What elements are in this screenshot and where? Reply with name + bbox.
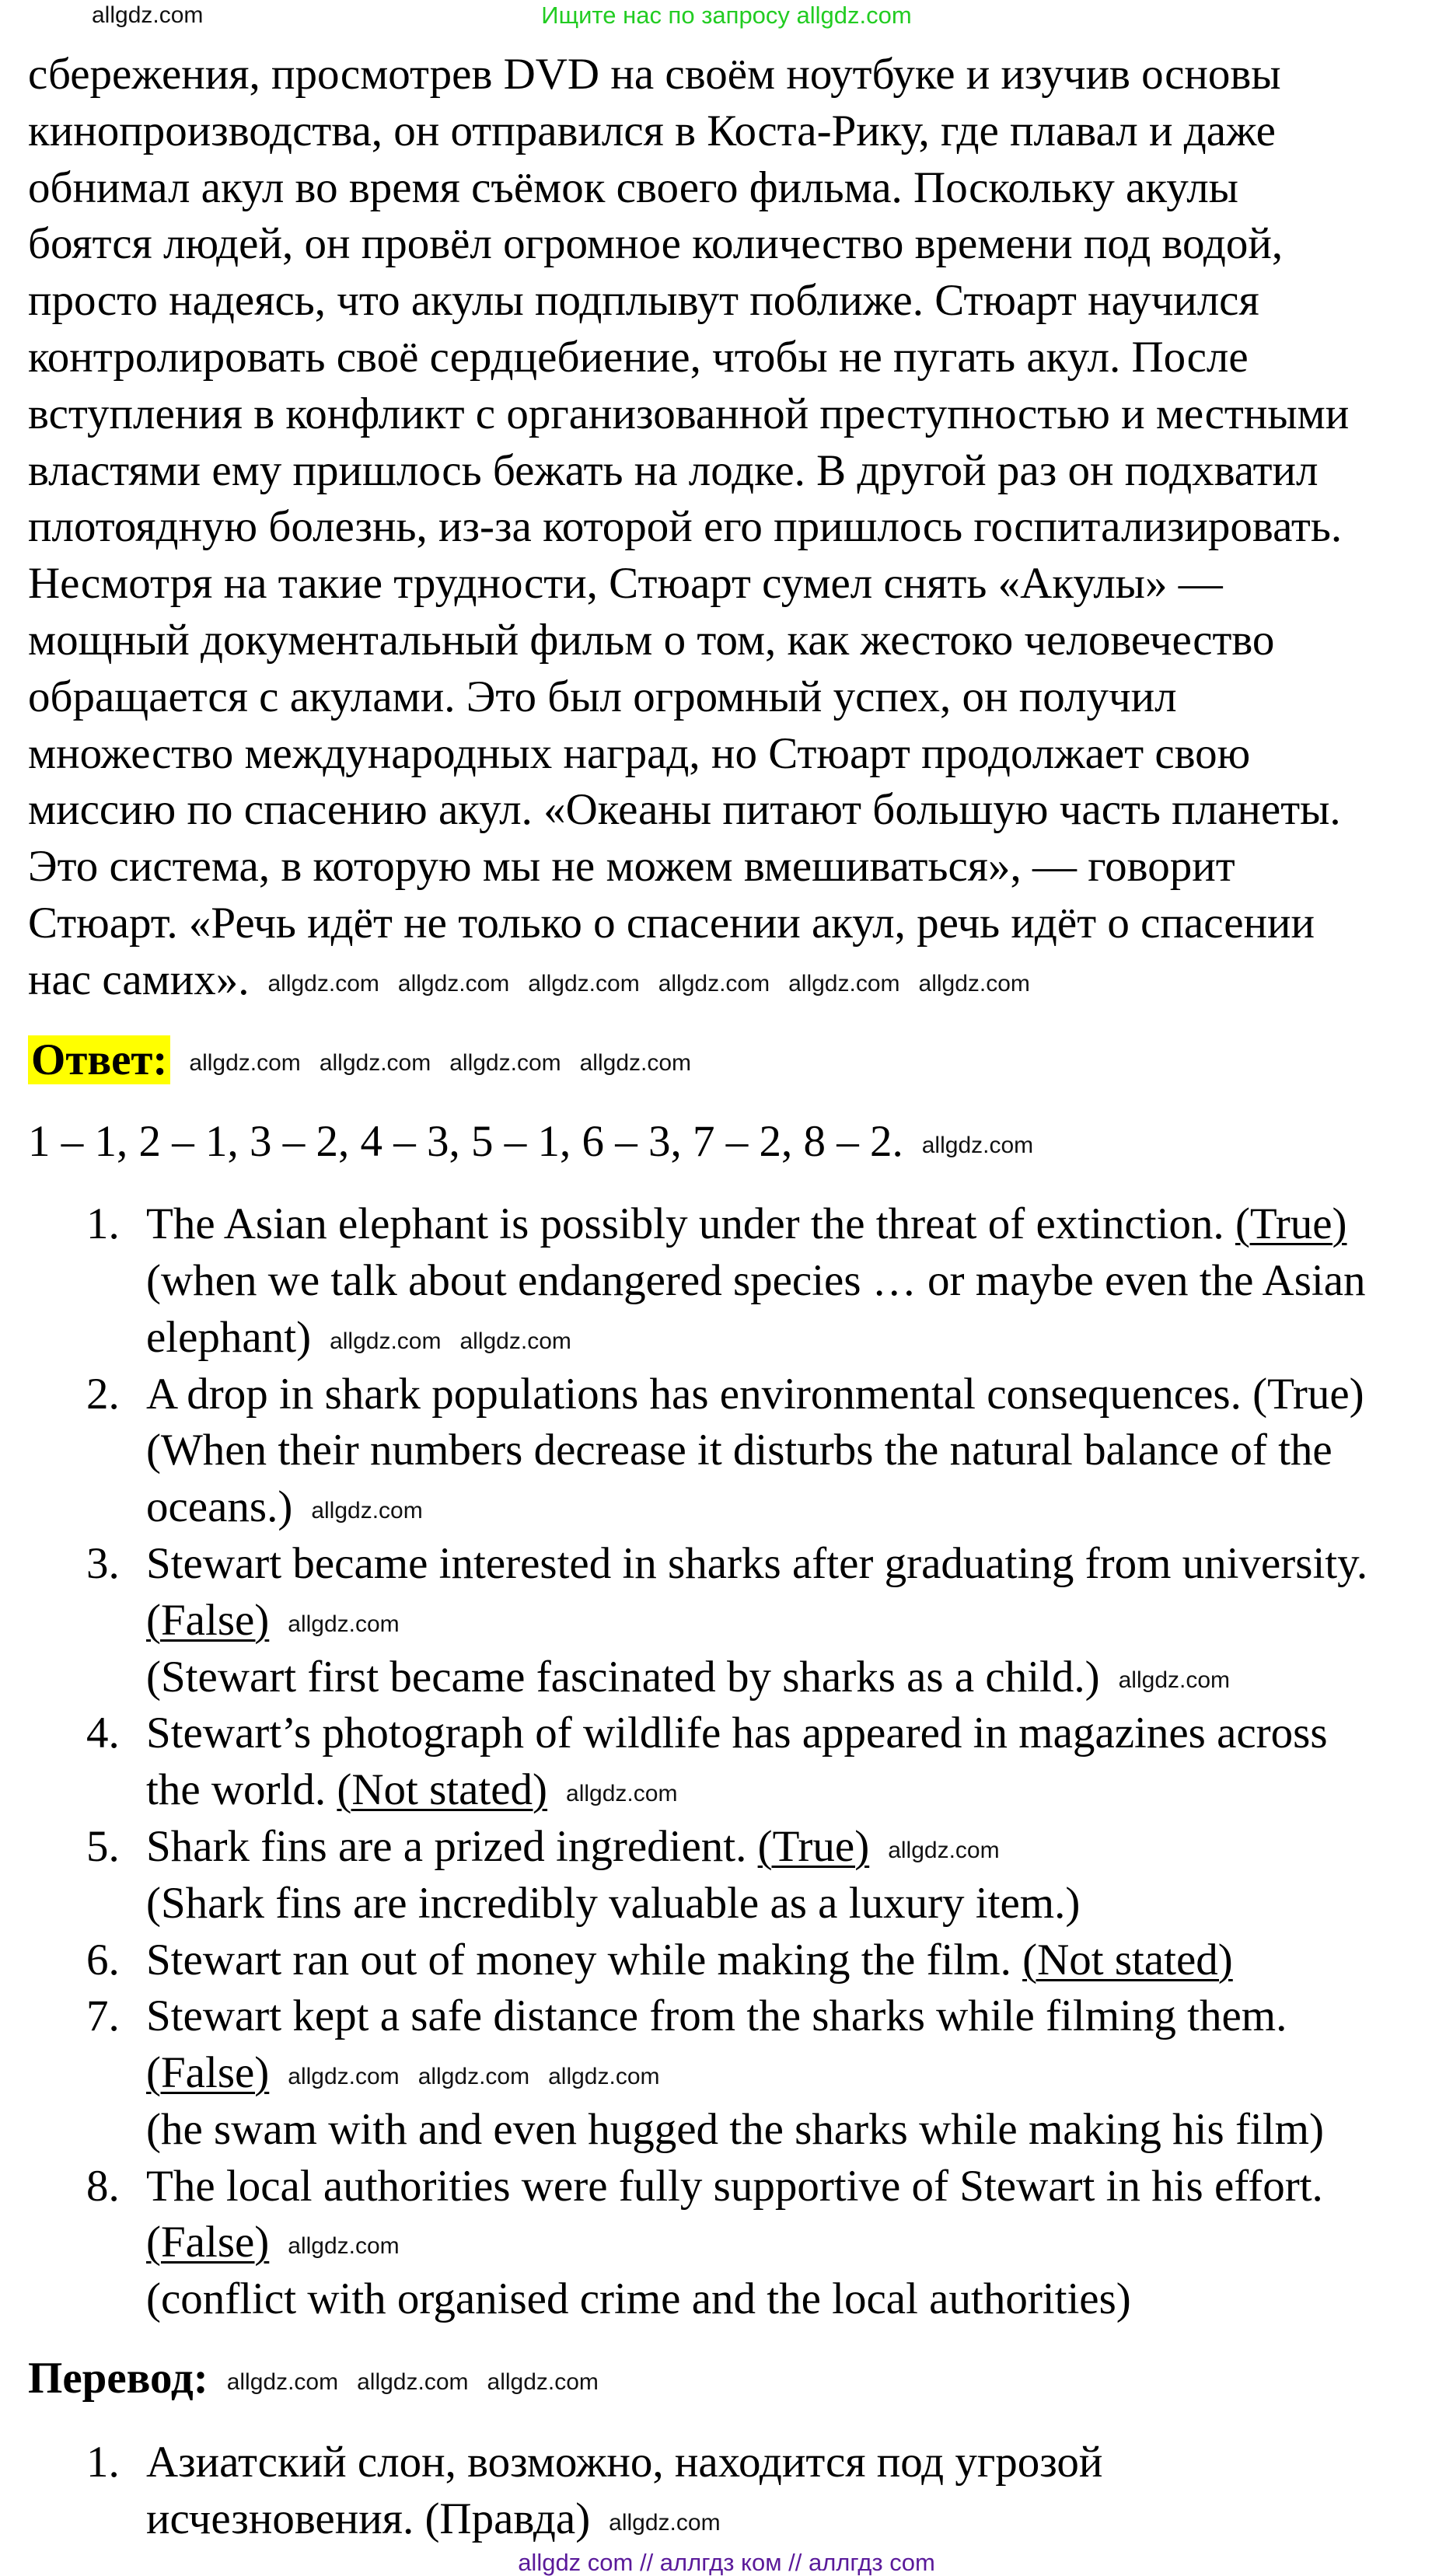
list-item-text bbox=[28, 1935, 1233, 1984]
passage-line-text: кинопроизводства, он отправился в Коста-Рику, где плавал и даже bbox=[28, 106, 1276, 155]
text-segment: elephant) bbox=[146, 1312, 312, 1362]
verdict-label: (False) bbox=[146, 2218, 270, 2267]
passage-line bbox=[28, 330, 1443, 386]
list-item-text bbox=[28, 1653, 1100, 1702]
text-segment: (Stewart first became fascinated by sharks as a child.) bbox=[146, 1652, 1100, 1702]
passage-line-text: сбережения, просмотрев DVD на своём ноутбуке и изучив основы bbox=[28, 50, 1281, 99]
answer-list bbox=[28, 1196, 1443, 2328]
passage-line-text: миссию по спасению акул. «Океаны питают большую часть планеты. bbox=[28, 785, 1341, 835]
watermark: allgdz.com bbox=[417, 2064, 530, 2090]
watermark: allgdz.com bbox=[1118, 1667, 1231, 1694]
list-item-number: 6. bbox=[86, 1935, 120, 1984]
watermark: allgdz.com bbox=[788, 970, 900, 997]
list-item-line bbox=[28, 1932, 1443, 1989]
list-item-line bbox=[28, 1649, 1443, 1706]
watermark: allgdz.com bbox=[487, 2369, 599, 2395]
passage-line bbox=[28, 103, 1443, 160]
list-item-text bbox=[28, 1426, 1332, 1475]
list-item-line bbox=[28, 1705, 1443, 1762]
list-item-line bbox=[28, 1422, 1443, 1479]
watermark: allgdz.com bbox=[528, 970, 640, 997]
list-item-text bbox=[28, 1313, 311, 1362]
list-item bbox=[28, 1367, 1443, 1536]
watermark: allgdz.com bbox=[918, 970, 1030, 997]
verdict-label: (False) bbox=[146, 2048, 270, 2098]
list-item-number: 2. bbox=[86, 1369, 120, 1419]
list-item-text bbox=[28, 2048, 269, 2097]
list-item-number: 5. bbox=[86, 1821, 120, 1871]
watermark: allgdz.com bbox=[609, 2509, 721, 2536]
watermark: allgdz.com bbox=[658, 970, 770, 997]
watermark: allgdz.com bbox=[92, 2, 204, 28]
text-segment: Shark fins are a prized ingredient. bbox=[146, 1821, 758, 1871]
passage-line-text: нас самих». bbox=[28, 955, 250, 1004]
text-segment: Stewart kept a safe distance from the sharks while filming them. bbox=[146, 1991, 1287, 2041]
list-item-text bbox=[28, 1199, 1347, 1248]
list-item-number: 1. bbox=[86, 2437, 120, 2487]
list-item bbox=[28, 2435, 1443, 2548]
passage-line bbox=[28, 160, 1443, 217]
list-item-text bbox=[28, 1256, 1366, 1305]
answer-heading bbox=[28, 1032, 1443, 1089]
list-item-text bbox=[28, 2274, 1131, 2323]
passage-line-text: контролировать своё сердцебиение, чтобы не пугать акул. После bbox=[28, 332, 1249, 382]
list-item-number: 4. bbox=[86, 1709, 120, 1758]
watermark: allgdz.com bbox=[548, 2064, 660, 2090]
watermark: allgdz.com bbox=[357, 2369, 469, 2395]
list-item-line bbox=[28, 1819, 1443, 1876]
text-segment: oceans.) bbox=[146, 1482, 293, 1532]
passage-line bbox=[28, 952, 1443, 1009]
list-item-number: 1. bbox=[86, 1199, 120, 1249]
passage-line-text: обращается с акулами. Это был огромный успех, он получил bbox=[28, 672, 1177, 721]
answer-heading-text: Ответ: bbox=[28, 1035, 170, 1084]
watermark: allgdz.com bbox=[459, 1328, 571, 1354]
watermark: allgdz.com bbox=[449, 1050, 561, 1077]
text-segment: (when we talk about endangered species … or maybe even the Asian bbox=[146, 1255, 1366, 1305]
list-item-text bbox=[28, 1709, 1328, 1757]
list-item-line bbox=[28, 1593, 1443, 1649]
passage-line bbox=[28, 47, 1443, 103]
list-item-line bbox=[28, 2159, 1443, 2215]
watermark: allgdz.com bbox=[288, 2233, 400, 2260]
passage-line-text: Это система, в которую мы не можем вмешиваться», — говорит bbox=[28, 842, 1235, 892]
verdict-label: (True) bbox=[757, 1821, 870, 1871]
list-item-text bbox=[28, 2105, 1324, 2154]
list-item-line bbox=[28, 1988, 1443, 2045]
text-segment: the world. bbox=[146, 1765, 337, 1815]
list-item-text bbox=[28, 2162, 1323, 2211]
passage-line bbox=[28, 556, 1443, 613]
passage-line bbox=[28, 613, 1443, 669]
passage-line-text: множество международных наград, но Стюарт продолжает свою bbox=[28, 728, 1251, 778]
list-item-text bbox=[28, 2438, 1102, 2487]
passage-line bbox=[28, 386, 1443, 443]
list-item-line bbox=[28, 1876, 1443, 1932]
watermark: allgdz.com bbox=[189, 1050, 301, 1077]
passage-line-text: вступления в конфликт с организованной преступностью и местными bbox=[28, 389, 1350, 438]
text-segment: исчезновения. (Правда) bbox=[146, 2494, 591, 2543]
watermark: allgdz.com bbox=[288, 2064, 400, 2090]
verdict-label: (Not stated) bbox=[1022, 1935, 1233, 1984]
passage-line-text: Стюарт. «Речь идёт не только о спасении акул, речь идёт о спасении bbox=[28, 898, 1315, 948]
list-item bbox=[28, 1932, 1443, 1989]
verdict-label: (True) bbox=[1235, 1199, 1347, 1249]
list-item bbox=[28, 2159, 1443, 2328]
list-item-text bbox=[28, 1822, 869, 1871]
list-item-line bbox=[28, 1367, 1443, 1423]
text-segment: (Shark fins are incredibly valuable as a luxury item.) bbox=[146, 1878, 1081, 1928]
watermark: allgdz.com bbox=[226, 2369, 339, 2395]
list-item-number: 7. bbox=[86, 1991, 120, 2041]
translation-list bbox=[28, 2435, 1443, 2548]
text-segment: (When their numbers decrease it disturbs the natural balance of the bbox=[146, 1426, 1332, 1475]
text-segment: Stewart became interested in sharks after graduating from university. bbox=[146, 1538, 1368, 1588]
list-item-text bbox=[28, 1482, 292, 1531]
list-item-line bbox=[28, 1536, 1443, 1593]
list-item bbox=[28, 1705, 1443, 1819]
watermark: allgdz.com bbox=[566, 1781, 678, 1807]
passage-line bbox=[28, 499, 1443, 556]
passage-line-text: боятся людей, он провёл огромное количество времени под водой, bbox=[28, 219, 1284, 269]
list-item bbox=[28, 1536, 1443, 1705]
verdict-label: (False) bbox=[146, 1595, 270, 1645]
translation-heading bbox=[28, 2351, 1443, 2407]
text-segment: Stewart ran out of money while making the film. bbox=[146, 1935, 1023, 1984]
passage-line-text: мощный документальный фильм о том, как жестоко человечество bbox=[28, 615, 1275, 665]
passage-line-text: Несмотря на такие трудности, Стюарт сумел снять «Акулы» — bbox=[28, 559, 1223, 609]
passage-line bbox=[28, 839, 1443, 895]
translation-heading-text: Перевод: bbox=[28, 2354, 208, 2403]
search-banner: Ищите нас по запросу allgdz.com bbox=[541, 2, 912, 29]
list-item-text bbox=[28, 1879, 1080, 1928]
watermark: allgdz.com bbox=[288, 1611, 400, 1637]
list-item-line bbox=[28, 2102, 1443, 2159]
list-item-text bbox=[28, 1991, 1287, 2040]
footer-watermark: allgdz com // аллгдз ком // аллгдз com bbox=[518, 2549, 935, 2576]
list-item-line bbox=[28, 2215, 1443, 2271]
text-segment: (conflict with organised crime and the local authorities) bbox=[146, 2274, 1131, 2324]
watermark: allgdz.com bbox=[267, 970, 379, 997]
watermark: allgdz.com bbox=[319, 1050, 431, 1077]
text-segment: Азиатский слон, возможно, находится под угрозой bbox=[146, 2437, 1103, 2487]
list-item-line bbox=[28, 2435, 1443, 2491]
list-item bbox=[28, 1196, 1443, 1366]
passage-line bbox=[28, 895, 1443, 952]
list-item-text bbox=[28, 1596, 269, 1645]
text-segment: Stewart’s photograph of wildlife has appeared in magazines across bbox=[146, 1709, 1328, 1758]
passage-line bbox=[28, 669, 1443, 726]
list-item-text bbox=[28, 2494, 590, 2543]
list-item-text bbox=[28, 1370, 1364, 1419]
list-item-text bbox=[28, 1539, 1367, 1588]
watermark: allgdz.com bbox=[888, 1837, 1000, 1863]
passage-line bbox=[28, 273, 1443, 330]
answer-key-text: 1 – 1, 2 – 1, 3 – 2, 4 – 3, 5 – 1, 6 – 3, 7 – 2, 8 – 2. bbox=[28, 1117, 903, 1167]
list-item bbox=[28, 1819, 1443, 1932]
passage-line bbox=[28, 216, 1443, 273]
passage-line bbox=[28, 443, 1443, 500]
list-item-line bbox=[28, 1762, 1443, 1819]
passage-line-text: просто надеясь, что акулы подплывут поближе. Стюарт научился bbox=[28, 276, 1259, 326]
text-segment: The local authorities were fully supportive of Stewart in his effort. bbox=[146, 2161, 1323, 2211]
watermark: allgdz.com bbox=[397, 970, 510, 997]
list-item-number: 3. bbox=[86, 1538, 120, 1588]
list-item-line bbox=[28, 2491, 1443, 2548]
answer-key bbox=[28, 1114, 1443, 1171]
passage-line bbox=[28, 726, 1443, 783]
text-segment: (he swam with and even hugged the sharks while making his film) bbox=[146, 2104, 1324, 2154]
list-item-line bbox=[28, 2045, 1443, 2102]
passage-line-text: властями ему пришлось бежать на лодке. В другой раз он подхватил bbox=[28, 445, 1319, 495]
text-segment: The Asian elephant is possibly under the threat of extinction. bbox=[146, 1199, 1235, 1249]
passage-line-text: обнимал акул во время съёмок своего фильма. Поскольку акулы bbox=[28, 162, 1238, 212]
watermark: allgdz.com bbox=[311, 1498, 423, 1524]
document-body bbox=[28, 47, 1443, 2547]
watermark: allgdz.com bbox=[921, 1133, 1034, 1159]
verdict-label: (Not stated) bbox=[337, 1765, 548, 1815]
list-item-line bbox=[28, 1196, 1443, 1253]
list-item-line bbox=[28, 2271, 1443, 2328]
list-item-text bbox=[28, 1765, 547, 1814]
passage bbox=[28, 47, 1443, 1009]
watermark: allgdz.com bbox=[330, 1328, 442, 1354]
list-item-line bbox=[28, 1253, 1443, 1310]
passage-line-text: плотоядную болезнь, из-за которой его пришлось госпитализировать. bbox=[28, 502, 1343, 552]
list-item-line bbox=[28, 1479, 1443, 1536]
list-item-line bbox=[28, 1310, 1443, 1367]
list-item-number: 8. bbox=[86, 2161, 120, 2211]
passage-line bbox=[28, 782, 1443, 839]
text-segment: A drop in shark populations has environmental consequences. (True) bbox=[146, 1369, 1364, 1419]
list-item-text bbox=[28, 2218, 269, 2267]
watermark: allgdz.com bbox=[579, 1050, 692, 1077]
list-item bbox=[28, 1988, 1443, 2158]
